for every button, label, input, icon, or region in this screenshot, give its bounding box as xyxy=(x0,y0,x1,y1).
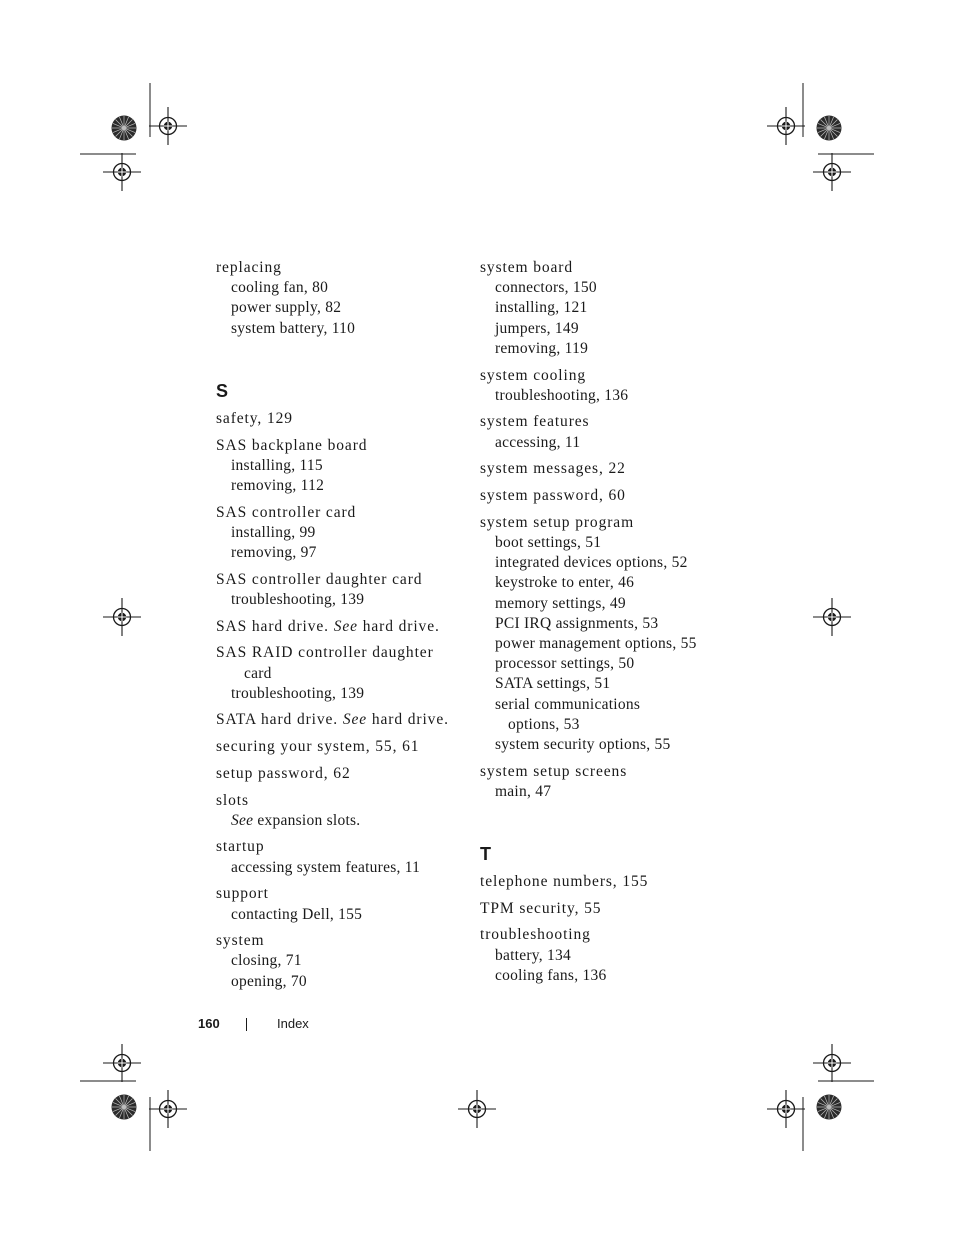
index-entry: system setup screens xyxy=(480,762,628,780)
index-subentry: removing, 112 xyxy=(231,476,325,494)
entry-text: SATA hard drive. xyxy=(216,711,343,729)
index-entry xyxy=(216,617,466,637)
index-subentry: contacting Dell, 155 xyxy=(231,905,363,923)
footer-section-name: Index xyxy=(277,1016,309,1031)
index-entry: slots xyxy=(216,791,249,809)
index-subentry: processor settings, 50 xyxy=(495,655,635,673)
index-entry: TPM security, 55 xyxy=(480,899,602,917)
index-subentry: accessing, 11 xyxy=(495,433,581,451)
index-column-left xyxy=(216,258,466,992)
index-subentry: memory settings, 49 xyxy=(495,594,626,612)
entry-text: hard drive. xyxy=(357,617,440,635)
index-subentry: removing, 97 xyxy=(231,544,317,562)
index-subentry: boot settings, 51 xyxy=(495,533,602,551)
index-subentry: troubleshooting, 139 xyxy=(231,590,365,608)
footer-separator xyxy=(246,1018,247,1031)
index-entry: troubleshooting xyxy=(480,926,591,944)
index-subentry: cooling fan, 80 xyxy=(231,279,329,297)
index-entry: telephone numbers, 155 xyxy=(480,873,649,891)
index-entry: system xyxy=(216,932,265,950)
entry-text: hard drive. xyxy=(367,711,449,729)
index-entry: system features xyxy=(480,413,590,431)
page-footer xyxy=(198,1015,309,1033)
index-entry: replacing xyxy=(216,259,282,276)
see-reference: See xyxy=(333,617,358,635)
index-entry: system setup program xyxy=(480,513,635,531)
see-reference: See xyxy=(231,811,254,829)
section-letter-t: T xyxy=(480,844,491,865)
index-entry: system messages, 22 xyxy=(480,460,626,478)
crop-lines xyxy=(80,83,874,1151)
index-subentry: main, 47 xyxy=(495,782,552,800)
index-subentry: accessing system features, 11 xyxy=(231,858,421,876)
index-subentry: closing, 71 xyxy=(231,952,302,970)
index-subentry: options, 53 xyxy=(508,715,580,733)
index-subentry: SATA settings, 51 xyxy=(495,675,611,693)
index-subentry: PCI IRQ assignments, 53 xyxy=(495,614,659,632)
index-subentry: power management options, 55 xyxy=(495,634,697,652)
index-subentry: power supply, 82 xyxy=(231,299,342,317)
index-entry: support xyxy=(216,885,269,903)
index-entry: startup xyxy=(216,838,265,856)
index-subentry: opening, 70 xyxy=(231,972,307,990)
index-entry: system cooling xyxy=(480,366,587,384)
index-entry: system board xyxy=(480,259,574,276)
index-entry: safety, 129 xyxy=(216,409,293,427)
index-entry: securing your system, 55, 61 xyxy=(216,738,420,756)
index-entry: SAS controller card xyxy=(216,503,357,521)
page-number: 160 xyxy=(198,1016,220,1031)
index-subentry: card xyxy=(244,664,272,682)
index-subentry: jumpers, 149 xyxy=(495,319,579,337)
see-reference: See xyxy=(342,711,368,729)
index-subentry: integrated devices options, 52 xyxy=(495,554,688,572)
section-letter-s: S xyxy=(216,380,229,401)
index-subentry: connectors, 150 xyxy=(495,279,597,297)
index-subentry: system security options, 55 xyxy=(495,735,671,753)
index-subentry: serial communications xyxy=(495,695,641,713)
index-subentry: installing, 99 xyxy=(231,523,316,541)
index-subentry: installing, 121 xyxy=(495,299,588,317)
index-subentry: troubleshooting, 139 xyxy=(231,684,365,702)
index-entry: system password, 60 xyxy=(480,487,626,505)
index-subentry: removing, 119 xyxy=(495,339,589,357)
index-entry: SAS RAID controller daughter xyxy=(216,644,434,662)
index-entry: SAS controller daughter card xyxy=(216,570,423,588)
index-subentry: keystroke to enter, 46 xyxy=(495,574,635,592)
index-entry xyxy=(216,710,466,730)
index-subentry xyxy=(216,811,466,831)
index-subentry: system battery, 110 xyxy=(231,319,356,337)
entry-text: SAS hard drive. xyxy=(216,617,334,635)
index-subentry: installing, 115 xyxy=(231,456,323,474)
index-entry: setup password, 62 xyxy=(216,764,351,782)
index-entry: SAS backplane board xyxy=(216,436,368,454)
index-subentry: battery, 134 xyxy=(495,946,572,964)
index-subentry: cooling fans, 136 xyxy=(495,966,607,984)
index-column-right xyxy=(480,258,740,986)
entry-text: expansion slots. xyxy=(253,811,361,829)
index-subentry: troubleshooting, 136 xyxy=(495,386,629,404)
